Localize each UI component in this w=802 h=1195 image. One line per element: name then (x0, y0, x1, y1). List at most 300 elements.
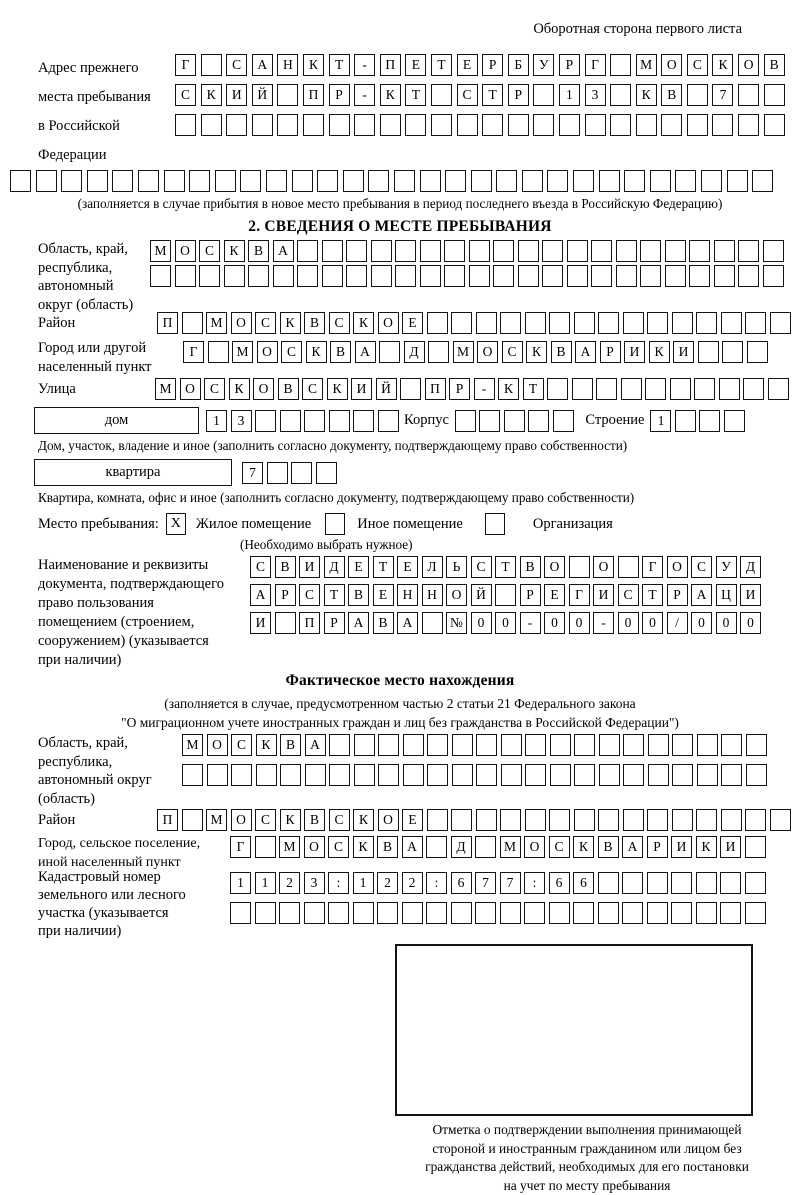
char-cell[interactable] (518, 265, 539, 287)
char-cell[interactable]: С (226, 54, 247, 76)
korpus-cells[interactable] (455, 410, 578, 432)
char-cell[interactable] (672, 764, 693, 786)
char-cell[interactable]: Е (402, 312, 423, 334)
char-cell[interactable]: - (474, 378, 495, 400)
char-cell[interactable] (598, 809, 619, 831)
char-cell[interactable] (431, 114, 452, 136)
char-cell[interactable] (598, 312, 619, 334)
char-cell[interactable] (329, 114, 350, 136)
char-cell[interactable] (525, 809, 546, 831)
char-cell[interactable] (549, 902, 570, 924)
char-cell[interactable]: 2 (402, 872, 423, 894)
char-cell[interactable] (542, 265, 563, 287)
char-cell[interactable] (427, 809, 448, 831)
char-cell[interactable]: К (229, 378, 250, 400)
char-cell[interactable]: И (671, 836, 692, 858)
char-cell[interactable]: А (402, 836, 423, 858)
fact-oblast-row-2[interactable] (182, 764, 770, 786)
char-cell[interactable] (574, 809, 595, 831)
char-cell[interactable] (322, 240, 343, 262)
char-cell[interactable]: И (250, 612, 271, 634)
s2-ulitsa-row[interactable] (155, 378, 792, 400)
char-cell[interactable] (501, 734, 522, 756)
char-cell[interactable] (720, 902, 741, 924)
char-cell[interactable] (623, 734, 644, 756)
s2-oblast-row-1[interactable] (150, 240, 787, 262)
char-cell[interactable] (420, 170, 441, 192)
char-cell[interactable]: Е (457, 54, 478, 76)
char-cell[interactable] (719, 378, 740, 400)
char-cell[interactable] (697, 764, 718, 786)
char-cell[interactable] (616, 240, 637, 262)
char-cell[interactable] (525, 312, 546, 334)
char-cell[interactable] (714, 265, 735, 287)
char-cell[interactable]: С (204, 378, 225, 400)
char-cell[interactable] (405, 114, 426, 136)
char-cell[interactable]: 0 (471, 612, 492, 634)
char-cell[interactable] (422, 612, 443, 634)
char-cell[interactable]: 6 (451, 872, 472, 894)
char-cell[interactable]: Т (642, 584, 663, 606)
char-cell[interactable]: / (667, 612, 688, 634)
char-cell[interactable]: Р (667, 584, 688, 606)
char-cell[interactable] (420, 265, 441, 287)
char-cell[interactable]: К (256, 734, 277, 756)
char-cell[interactable] (346, 265, 367, 287)
char-cell[interactable]: П (303, 84, 324, 106)
char-cell[interactable]: С (199, 240, 220, 262)
char-cell[interactable]: О (477, 341, 498, 363)
char-cell[interactable] (599, 170, 620, 192)
checkbox-inoe[interactable] (325, 513, 345, 535)
char-cell[interactable]: Й (376, 378, 397, 400)
char-cell[interactable]: Т (329, 54, 350, 76)
char-cell[interactable] (354, 764, 375, 786)
char-cell[interactable] (745, 809, 766, 831)
char-cell[interactable]: А (397, 612, 418, 634)
char-cell[interactable] (377, 902, 398, 924)
char-cell[interactable]: А (622, 836, 643, 858)
char-cell[interactable] (524, 902, 545, 924)
char-cell[interactable]: И (593, 584, 614, 606)
char-cell[interactable] (182, 764, 203, 786)
char-cell[interactable] (591, 265, 612, 287)
fact-gorod-row[interactable] (230, 836, 769, 858)
char-cell[interactable]: М (453, 341, 474, 363)
char-cell[interactable] (328, 902, 349, 924)
char-cell[interactable] (696, 872, 717, 894)
char-cell[interactable] (696, 312, 717, 334)
char-cell[interactable] (675, 410, 696, 432)
char-cell[interactable] (329, 764, 350, 786)
char-cell[interactable] (599, 734, 620, 756)
char-cell[interactable] (689, 265, 710, 287)
char-cell[interactable] (469, 265, 490, 287)
char-cell[interactable]: К (649, 341, 670, 363)
char-cell[interactable] (624, 170, 645, 192)
char-cell[interactable] (343, 170, 364, 192)
char-cell[interactable] (224, 265, 245, 287)
char-cell[interactable]: И (740, 584, 761, 606)
char-cell[interactable]: 0 (642, 612, 663, 634)
char-cell[interactable]: А (691, 584, 712, 606)
char-cell[interactable] (471, 170, 492, 192)
char-cell[interactable] (671, 872, 692, 894)
char-cell[interactable]: М (206, 809, 227, 831)
char-cell[interactable]: № (446, 612, 467, 634)
char-cell[interactable]: С (618, 584, 639, 606)
char-cell[interactable]: К (380, 84, 401, 106)
char-cell[interactable]: Р (329, 84, 350, 106)
char-cell[interactable] (182, 312, 203, 334)
char-cell[interactable]: Н (397, 584, 418, 606)
char-cell[interactable] (665, 265, 686, 287)
char-cell[interactable]: А (252, 54, 273, 76)
stroenie-cells[interactable] (650, 410, 748, 432)
char-cell[interactable] (36, 170, 57, 192)
char-cell[interactable]: О (207, 734, 228, 756)
char-cell[interactable] (329, 734, 350, 756)
checkbox-zhiloe[interactable]: X (166, 513, 186, 535)
char-cell[interactable] (764, 84, 785, 106)
char-cell[interactable] (292, 170, 313, 192)
char-cell[interactable]: К (280, 809, 301, 831)
char-cell[interactable]: К (573, 836, 594, 858)
char-cell[interactable] (640, 265, 661, 287)
char-cell[interactable]: В (598, 836, 619, 858)
char-cell[interactable] (426, 902, 447, 924)
char-cell[interactable]: Т (495, 556, 516, 578)
char-cell[interactable]: О (593, 556, 614, 578)
char-cell[interactable] (346, 240, 367, 262)
char-cell[interactable]: О (544, 556, 565, 578)
char-cell[interactable] (623, 312, 644, 334)
char-cell[interactable] (504, 410, 525, 432)
char-cell[interactable]: К (224, 240, 245, 262)
char-cell[interactable] (764, 114, 785, 136)
char-cell[interactable]: 1 (353, 872, 374, 894)
char-cell[interactable] (701, 170, 722, 192)
char-cell[interactable]: О (446, 584, 467, 606)
char-cell[interactable] (598, 902, 619, 924)
char-cell[interactable]: 0 (495, 612, 516, 634)
char-cell[interactable]: Р (449, 378, 470, 400)
char-cell[interactable] (647, 809, 668, 831)
s2-raion-row[interactable] (157, 312, 794, 334)
char-cell[interactable]: Г (230, 836, 251, 858)
char-cell[interactable]: Г (175, 54, 196, 76)
char-cell[interactable]: В (275, 556, 296, 578)
char-cell[interactable]: Е (348, 556, 369, 578)
char-cell[interactable]: 1 (206, 410, 227, 432)
char-cell[interactable] (574, 312, 595, 334)
char-cell[interactable] (648, 734, 669, 756)
char-cell[interactable]: П (380, 54, 401, 76)
char-cell[interactable]: : (426, 872, 447, 894)
char-cell[interactable] (574, 734, 595, 756)
char-cell[interactable] (267, 462, 288, 484)
char-cell[interactable]: Е (402, 809, 423, 831)
char-cell[interactable] (368, 170, 389, 192)
char-cell[interactable] (252, 114, 273, 136)
char-cell[interactable]: Р (508, 84, 529, 106)
char-cell[interactable] (599, 764, 620, 786)
char-cell[interactable] (591, 240, 612, 262)
char-cell[interactable] (567, 265, 588, 287)
char-cell[interactable]: П (425, 378, 446, 400)
char-cell[interactable]: К (526, 341, 547, 363)
char-cell[interactable] (322, 265, 343, 287)
char-cell[interactable] (610, 84, 631, 106)
char-cell[interactable] (201, 114, 222, 136)
char-cell[interactable]: Ц (716, 584, 737, 606)
char-cell[interactable]: 0 (691, 612, 712, 634)
char-cell[interactable] (500, 902, 521, 924)
char-cell[interactable]: С (175, 84, 196, 106)
char-cell[interactable]: В (304, 312, 325, 334)
char-cell[interactable]: 3 (304, 872, 325, 894)
char-cell[interactable] (596, 378, 617, 400)
char-cell[interactable] (672, 809, 693, 831)
char-cell[interactable] (550, 734, 571, 756)
char-cell[interactable] (699, 410, 720, 432)
char-cell[interactable]: Р (482, 54, 503, 76)
char-cell[interactable] (189, 170, 210, 192)
char-cell[interactable]: 1 (230, 872, 251, 894)
char-cell[interactable] (403, 734, 424, 756)
char-cell[interactable] (573, 902, 594, 924)
char-cell[interactable]: С (255, 809, 276, 831)
char-cell[interactable] (697, 734, 718, 756)
char-cell[interactable] (721, 312, 742, 334)
char-cell[interactable] (553, 410, 574, 432)
char-cell[interactable]: К (353, 809, 374, 831)
s2-oblast-row-2[interactable] (150, 265, 787, 287)
char-cell[interactable] (455, 410, 476, 432)
char-cell[interactable] (647, 902, 668, 924)
char-cell[interactable] (647, 872, 668, 894)
char-cell[interactable] (518, 240, 539, 262)
char-cell[interactable] (475, 902, 496, 924)
char-cell[interactable] (598, 872, 619, 894)
char-cell[interactable]: И (720, 836, 741, 858)
char-cell[interactable] (547, 170, 568, 192)
char-cell[interactable] (255, 836, 276, 858)
char-cell[interactable] (738, 265, 759, 287)
char-cell[interactable] (277, 84, 298, 106)
char-cell[interactable] (280, 410, 301, 432)
char-cell[interactable] (670, 378, 691, 400)
char-cell[interactable] (476, 764, 497, 786)
char-cell[interactable]: М (155, 378, 176, 400)
char-cell[interactable] (175, 265, 196, 287)
char-cell[interactable]: С (281, 341, 302, 363)
char-cell[interactable]: Т (431, 54, 452, 76)
char-cell[interactable] (687, 114, 708, 136)
char-cell[interactable]: С (329, 809, 350, 831)
char-cell[interactable]: О (738, 54, 759, 76)
fact-oblast-row-1[interactable] (182, 734, 770, 756)
char-cell[interactable]: К (201, 84, 222, 106)
char-cell[interactable] (721, 809, 742, 831)
char-cell[interactable]: А (250, 584, 271, 606)
char-cell[interactable] (476, 734, 497, 756)
char-cell[interactable]: Н (277, 54, 298, 76)
char-cell[interactable]: 1 (255, 872, 276, 894)
char-cell[interactable] (698, 341, 719, 363)
prev-address-row-1[interactable] (175, 54, 789, 76)
char-cell[interactable] (215, 170, 236, 192)
char-cell[interactable] (696, 809, 717, 831)
fact-raion-row[interactable] (157, 809, 794, 831)
char-cell[interactable]: В (373, 612, 394, 634)
char-cell[interactable] (745, 902, 766, 924)
char-cell[interactable]: Р (600, 341, 621, 363)
char-cell[interactable] (720, 872, 741, 894)
char-cell[interactable] (403, 764, 424, 786)
char-cell[interactable]: И (226, 84, 247, 106)
char-cell[interactable]: О (253, 378, 274, 400)
char-cell[interactable] (112, 170, 133, 192)
char-cell[interactable] (559, 114, 580, 136)
char-cell[interactable] (533, 114, 554, 136)
char-cell[interactable] (738, 114, 759, 136)
char-cell[interactable]: Д (740, 556, 761, 578)
char-cell[interactable]: 2 (377, 872, 398, 894)
char-cell[interactable] (266, 170, 287, 192)
char-cell[interactable]: И (624, 341, 645, 363)
char-cell[interactable] (394, 170, 415, 192)
char-cell[interactable] (371, 265, 392, 287)
char-cell[interactable] (696, 902, 717, 924)
char-cell[interactable] (694, 378, 715, 400)
char-cell[interactable]: Е (544, 584, 565, 606)
char-cell[interactable] (493, 240, 514, 262)
char-cell[interactable] (621, 378, 642, 400)
char-cell[interactable] (150, 265, 171, 287)
char-cell[interactable] (457, 114, 478, 136)
char-cell[interactable]: Д (324, 556, 345, 578)
doc-row-2[interactable] (250, 584, 765, 606)
char-cell[interactable] (378, 764, 399, 786)
char-cell[interactable] (640, 240, 661, 262)
char-cell[interactable] (746, 764, 767, 786)
char-cell[interactable] (201, 54, 222, 76)
char-cell[interactable]: М (232, 341, 253, 363)
char-cell[interactable]: Г (585, 54, 606, 76)
char-cell[interactable]: М (636, 54, 657, 76)
char-cell[interactable]: Т (405, 84, 426, 106)
char-cell[interactable]: - (520, 612, 541, 634)
char-cell[interactable] (745, 872, 766, 894)
kadastr-row-2[interactable] (230, 902, 769, 924)
char-cell[interactable] (770, 312, 791, 334)
char-cell[interactable] (738, 84, 759, 106)
char-cell[interactable] (714, 240, 735, 262)
char-cell[interactable] (317, 170, 338, 192)
char-cell[interactable]: 7 (500, 872, 521, 894)
char-cell[interactable]: : (328, 872, 349, 894)
char-cell[interactable] (452, 764, 473, 786)
char-cell[interactable] (427, 734, 448, 756)
char-cell[interactable] (622, 872, 643, 894)
char-cell[interactable]: Е (405, 54, 426, 76)
char-cell[interactable] (273, 265, 294, 287)
char-cell[interactable] (496, 170, 517, 192)
char-cell[interactable] (231, 764, 252, 786)
char-cell[interactable] (304, 410, 325, 432)
char-cell[interactable] (672, 734, 693, 756)
char-cell[interactable] (721, 764, 742, 786)
char-cell[interactable] (724, 410, 745, 432)
char-cell[interactable]: Г (183, 341, 204, 363)
char-cell[interactable] (712, 114, 733, 136)
prev-address-row-3[interactable] (175, 114, 789, 136)
char-cell[interactable] (745, 836, 766, 858)
char-cell[interactable]: Т (523, 378, 544, 400)
char-cell[interactable] (547, 378, 568, 400)
char-cell[interactable] (500, 312, 521, 334)
char-cell[interactable] (549, 809, 570, 831)
char-cell[interactable]: К (280, 312, 301, 334)
char-cell[interactable]: Й (252, 84, 273, 106)
char-cell[interactable]: К (712, 54, 733, 76)
char-cell[interactable]: В (520, 556, 541, 578)
char-cell[interactable] (770, 809, 791, 831)
char-cell[interactable] (648, 764, 669, 786)
char-cell[interactable] (689, 240, 710, 262)
char-cell[interactable]: К (303, 54, 324, 76)
char-cell[interactable] (451, 312, 472, 334)
char-cell[interactable] (493, 265, 514, 287)
char-cell[interactable]: Т (373, 556, 394, 578)
char-cell[interactable] (610, 114, 631, 136)
prev-address-row-4[interactable] (10, 170, 800, 192)
char-cell[interactable]: С (302, 378, 323, 400)
char-cell[interactable]: Р (275, 584, 296, 606)
char-cell[interactable] (164, 170, 185, 192)
char-cell[interactable] (746, 734, 767, 756)
char-cell[interactable]: К (353, 312, 374, 334)
char-cell[interactable] (316, 462, 337, 484)
char-cell[interactable] (240, 170, 261, 192)
char-cell[interactable]: М (279, 836, 300, 858)
char-cell[interactable] (763, 265, 784, 287)
char-cell[interactable] (745, 312, 766, 334)
char-cell[interactable] (445, 170, 466, 192)
char-cell[interactable] (248, 265, 269, 287)
char-cell[interactable] (451, 902, 472, 924)
char-cell[interactable]: О (175, 240, 196, 262)
char-cell[interactable] (226, 114, 247, 136)
char-cell[interactable] (428, 341, 449, 363)
char-cell[interactable]: П (157, 809, 178, 831)
char-cell[interactable]: О (180, 378, 201, 400)
char-cell[interactable]: С (502, 341, 523, 363)
char-cell[interactable] (475, 836, 496, 858)
char-cell[interactable] (528, 410, 549, 432)
char-cell[interactable] (444, 240, 465, 262)
char-cell[interactable] (616, 265, 637, 287)
char-cell[interactable] (650, 170, 671, 192)
char-cell[interactable] (378, 410, 399, 432)
char-cell[interactable]: : (524, 872, 545, 894)
char-cell[interactable]: А (348, 612, 369, 634)
char-cell[interactable]: 7 (242, 462, 263, 484)
char-cell[interactable]: У (533, 54, 554, 76)
prev-address-row-2[interactable] (175, 84, 789, 106)
char-cell[interactable]: 7 (712, 84, 733, 106)
